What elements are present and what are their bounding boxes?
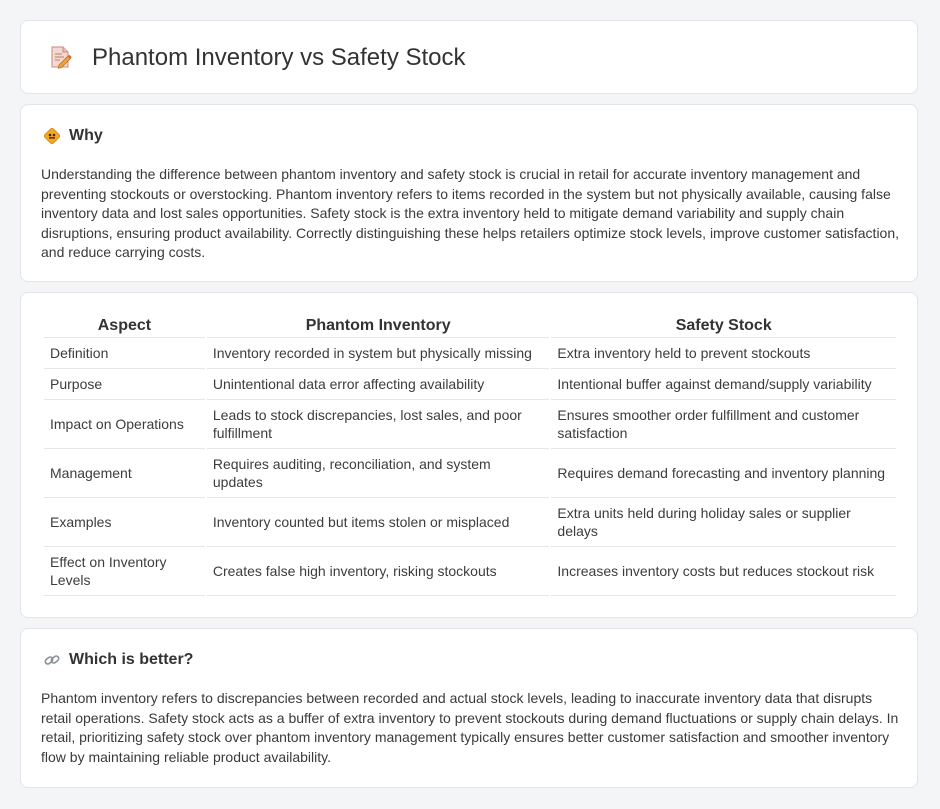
safety-stock-cell: Increases inventory costs but reduces stockout risk — [551, 547, 896, 596]
aspect-cell: Definition — [44, 338, 205, 369]
aspect-cell: Examples — [44, 498, 205, 547]
which-is-better-heading-label: Which is better? — [69, 651, 194, 668]
safety-stock-cell: Intentional buffer against demand/supply variability — [551, 369, 896, 400]
table-row — [44, 498, 896, 547]
comparison-table-card — [20, 292, 918, 618]
why-text: Understanding the difference between phantom inventory and safety stock is crucial in retail for accurate inventory management and preventing stockouts or overstocking. Phantom inventory refers to items recorded in the system but not physically available, causing false inventory data and lost sales opportunities. Safety stock is the extra inventory held to mitigate demand variability and supply chain disruptions, ensuring product availability. Correctly distinguishing these helps retailers optimize stock levels, improve customer satisfaction, and reduce carrying costs. — [41, 166, 900, 261]
phantom-inventory-cell: Unintentional data error affecting availability — [207, 369, 550, 400]
diamond-sign-icon — [43, 127, 61, 145]
aspect-cell: Management — [44, 449, 205, 498]
table-row — [44, 338, 896, 369]
column-header-aspect: Aspect — [44, 315, 205, 338]
safety-stock-cell: Requires demand forecasting and inventory planning — [551, 449, 896, 498]
aspect-cell: Effect on Inventory Levels — [44, 547, 205, 596]
phantom-inventory-cell: Creates false high inventory, risking stockouts — [207, 547, 550, 596]
table-header-row — [44, 315, 896, 338]
table-row — [44, 547, 896, 596]
header-card — [20, 20, 918, 94]
phantom-inventory-cell: Inventory recorded in system but physically missing — [207, 338, 550, 369]
link-icon — [43, 651, 61, 669]
aspect-cell: Purpose — [44, 369, 205, 400]
safety-stock-cell: Ensures smoother order fulfillment and customer satisfaction — [551, 400, 896, 449]
which-is-better-text: Phantom inventory refers to discrepancies between recorded and actual stock levels, leading to inaccurate inventory data that disrupts retail operations. Safety stock acts as a buffer of extra inventory to prevent stockouts during demand fluctuations or supply chain delays. In retail, prioritizing safety stock over phantom inventory management typically ensures better customer satisfaction and smoother inventory flow by maintaining reliable product availability. — [41, 690, 899, 765]
safety-stock-cell: Extra units held during holiday sales or supplier delays — [551, 498, 896, 547]
document-edit-icon — [47, 44, 73, 70]
aspect-cell: Impact on Operations — [44, 400, 205, 449]
column-header-safety-stock: Safety Stock — [551, 315, 896, 338]
page-title: Phantom Inventory vs Safety Stock — [92, 44, 466, 71]
column-header-phantom-inventory: Phantom Inventory — [207, 315, 550, 338]
why-heading — [43, 127, 103, 145]
comparison-table — [42, 315, 898, 596]
table-row — [44, 369, 896, 400]
why-section — [20, 104, 918, 282]
phantom-inventory-cell: Leads to stock discrepancies, lost sales, and poor fulfillment — [207, 400, 550, 449]
safety-stock-cell: Extra inventory held to prevent stockouts — [551, 338, 896, 369]
which-is-better-heading — [43, 651, 193, 669]
phantom-inventory-cell: Inventory counted but items stolen or misplaced — [207, 498, 550, 547]
phantom-inventory-cell: Requires auditing, reconciliation, and system updates — [207, 449, 550, 498]
table-row — [44, 449, 896, 498]
why-heading-label: Why — [69, 127, 103, 144]
table-row — [44, 400, 896, 449]
which-is-better-section — [20, 628, 918, 788]
